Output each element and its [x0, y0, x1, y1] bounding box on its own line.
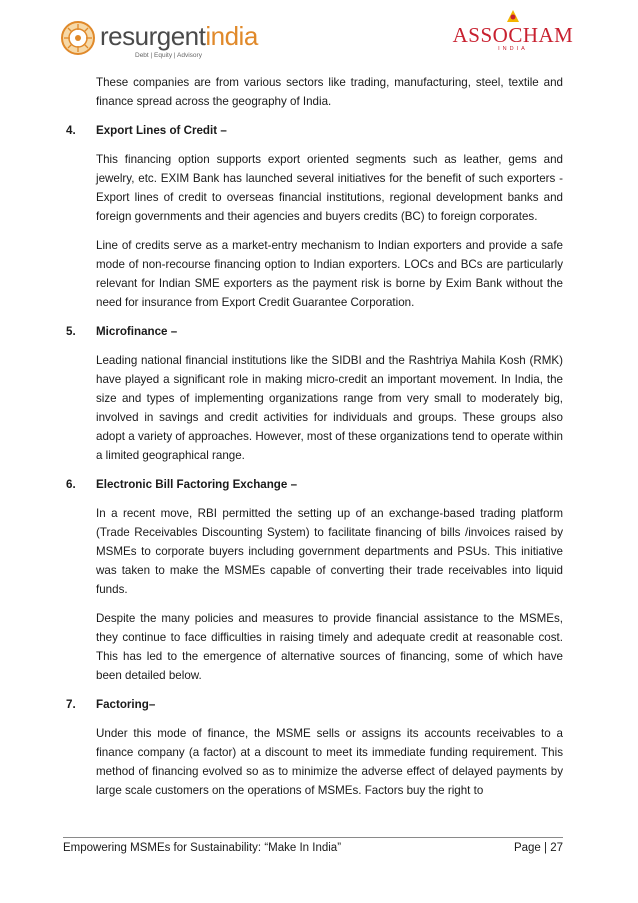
item-title: Export Lines of Credit –	[96, 124, 227, 137]
page-number: Page | 27	[513, 842, 563, 854]
item-title: Electronic Bill Factoring Exchange –	[96, 478, 298, 491]
item-title: Factoring–	[96, 698, 156, 711]
assocham-logo	[443, 8, 583, 58]
logo-wordmark: resurgentindia	[100, 21, 258, 51]
page-header	[0, 0, 638, 72]
item-number: 7.	[66, 698, 76, 711]
item-4-paragraph-1: This financing option supports export oriented segments such as leather, gems and jewelry, etc. EXIM Bank has launched several initiatives for the benefit of such exporters - Export lines of credit to overseas financial institutions, regional development banks and foreign governments and their agencies and buyers credits (BC) to foreign corporates.	[96, 153, 563, 223]
item-6-paragraph-1: In a recent move, RBI permitted the setting up of an exchange-based trading platform (Trade Receivables Discounting System) to facilitate financing of bills /invoices raised by MSMEs to corporate buyers including government departments and PSUs. This initiative was taken to make the MSMEs capable of converting their trade receivables into liquid funds.	[96, 507, 563, 596]
item-7-heading	[66, 695, 563, 714]
item-number: 4.	[66, 124, 76, 137]
page-footer	[63, 837, 563, 860]
resurgent-india-logo	[60, 18, 260, 66]
logo-tagline: Debt | Equity | Advisory	[135, 52, 202, 59]
sun-emblem-icon	[60, 20, 96, 56]
item-number: 6.	[66, 478, 76, 491]
item-5-heading	[66, 322, 563, 341]
item-number: 5.	[66, 325, 76, 338]
assocham-brand: ASSOCHAM	[452, 23, 574, 47]
item-4-heading	[66, 121, 563, 140]
item-4-paragraph-2: Line of credits serve as a market-entry mechanism to Indian exporters and provide a safe mode of non-recourse financing option to Indian exporters. LOCs and BCs are particularly relevant for Indian SME exporters as the payment risk is borne by Exim Bank without the need for insurance from Export Credit Guarantee Corporation.	[96, 239, 563, 309]
item-title: Microfinance –	[96, 325, 178, 338]
footer-title: Empowering MSMEs for Sustainability: “Make In India”	[63, 842, 342, 854]
item-6-paragraph-2: Despite the many policies and measures to provide financial assistance to the MSMEs, they continue to face difficulties in raising timely and adequate credit at reasonable cost. This has led to the emergence of alternative sources of financing, some of which have been detailed below.	[96, 612, 563, 682]
intro-paragraph: These companies are from various sectors like trading, manufacturing, steel, textile and finance spread across the geography of India.	[96, 76, 563, 108]
item-7-paragraph-1: Under this mode of finance, the MSME sells or assigns its accounts receivables to a finance company (a factor) at a discount to meet its immediate funding requirement. This method of financing evolved so as to minimize the adverse effect of delayed payments by large scale customers on the operations of MSMEs. Factors buy the right to	[96, 727, 563, 797]
page-body	[66, 73, 563, 800]
assocham-emblem-icon	[493, 8, 533, 24]
item-5-paragraph-1: Leading national financial institutions like the SIDBI and the Rashtriya Mahila Kosh (RMK) have played a significant role in making micro-credit an important movement. In India, the size and types of implementing organizations range from very small to moderately big, involved in savings and credit activities for individuals and groups. These groups also adopt a variety of approaches. However, most of these organizations tend to operate within a limited geographical range.	[96, 354, 563, 462]
item-6-heading	[66, 475, 563, 494]
assocham-subtitle: INDIA	[498, 46, 528, 52]
